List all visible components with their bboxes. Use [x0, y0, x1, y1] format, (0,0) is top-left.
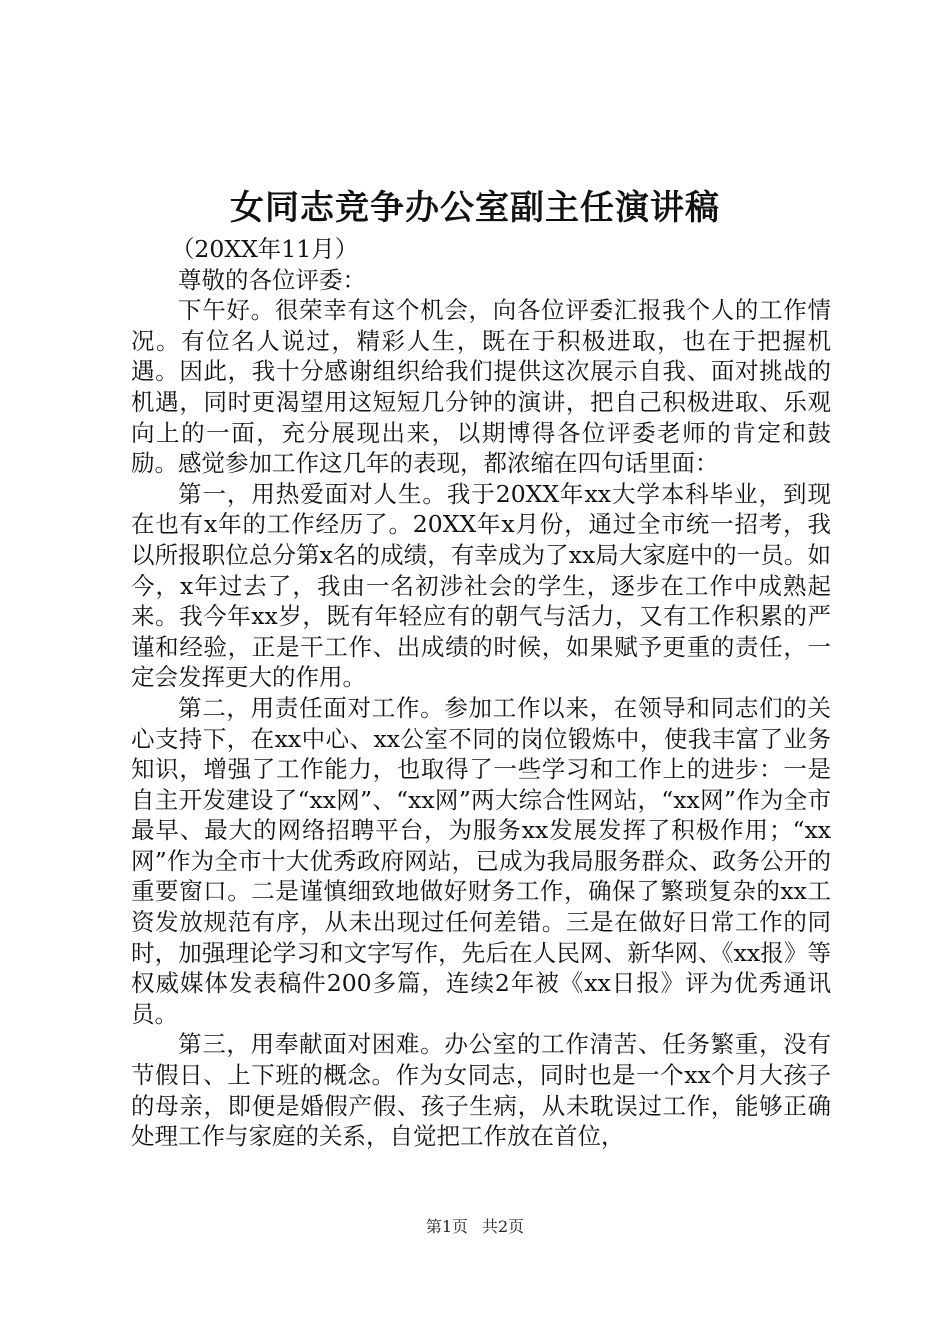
page-footer [0, 1215, 950, 1239]
paragraph-first: 第一，用热爱面对人生。我于20XX年xx大学本科毕业，到现在也有x年的工作经历了。20XX年x月份，通过全市统一招考，我以所报职位总分第x名的成绩，有幸成为了xx局大家庭中的一员。如今，x年过去了，我由一名初涉社会的学生，逐步在工作中成熟起来。我今年xx岁，既有年轻应有的朝气与活力，又有工作积累的严谨和经验，正是干工作、出成绩的时候，如果赋予更重的责任，一定会发挥更大的作用。 [131, 479, 831, 692]
document-title: 女同志竞争办公室副主任演讲稿 [230, 188, 720, 228]
document-body [131, 234, 831, 1152]
paragraph-third: 第三，用奉献面对困难。办公室的工作清苦、任务繁重，没有节假日、上下班的概念。作为女同志，同时也是一个xx个月大孩子的母亲，即便是婚假产假、孩子生病，从未耽误过工作，能够正确处理工作与家庭的关系，自觉把工作放在首位， [131, 1030, 831, 1151]
paragraph-intro: 下午好。很荣幸有这个机会，向各位评委汇报我个人的工作情况。有位名人说过，精彩人生，既在于积极进取，也在于把握机遇。因此，我十分感谢组织给我们提供这次展示自我、面对挑战的机遇，同时更渴望用这短短几分钟的演讲，把自己积极进取、乐观向上的一面，充分展现出来，以期博得各位评委老师的肯定和鼓励。感觉参加工作这几年的表现，都浓缩在四句话里面： [131, 296, 831, 478]
date-line: （20XX年11月） [170, 235, 359, 263]
page-total: 共2页 [482, 1217, 525, 1236]
page-number: 第1页 [425, 1217, 468, 1236]
paragraph-second: 第二，用责任面对工作。参加工作以来，在领导和同志们的关心支持下，在xx中心、xx公室不同的岗位锻炼中，使我丰富了业务知识，增强了工作能力，也取得了一些学习和工作上的进步：一是自主开发建设了“xx网”、“xx网”两大综合性网站，“xx网”作为全市最早、最大的网络招聘平台，为服务xx发展发挥了积极作用；“xx网”作为全市十大优秀政府网站，已成为我局服务群众、政务公开的重要窗口。二是谨慎细致地做好财务工作，确保了繁琐复杂的xx工资发放规范有序，从未出现过任何差错。三是在做好日常工作的同时，加强理论学习和文字写作，先后在人民网、新华网、《xx报》等权威媒体发表稿件200多篇，连续2年被《xx日报》评为优秀通讯员。 [131, 693, 831, 1028]
salutation: 尊敬的各位评委： [178, 265, 366, 294]
